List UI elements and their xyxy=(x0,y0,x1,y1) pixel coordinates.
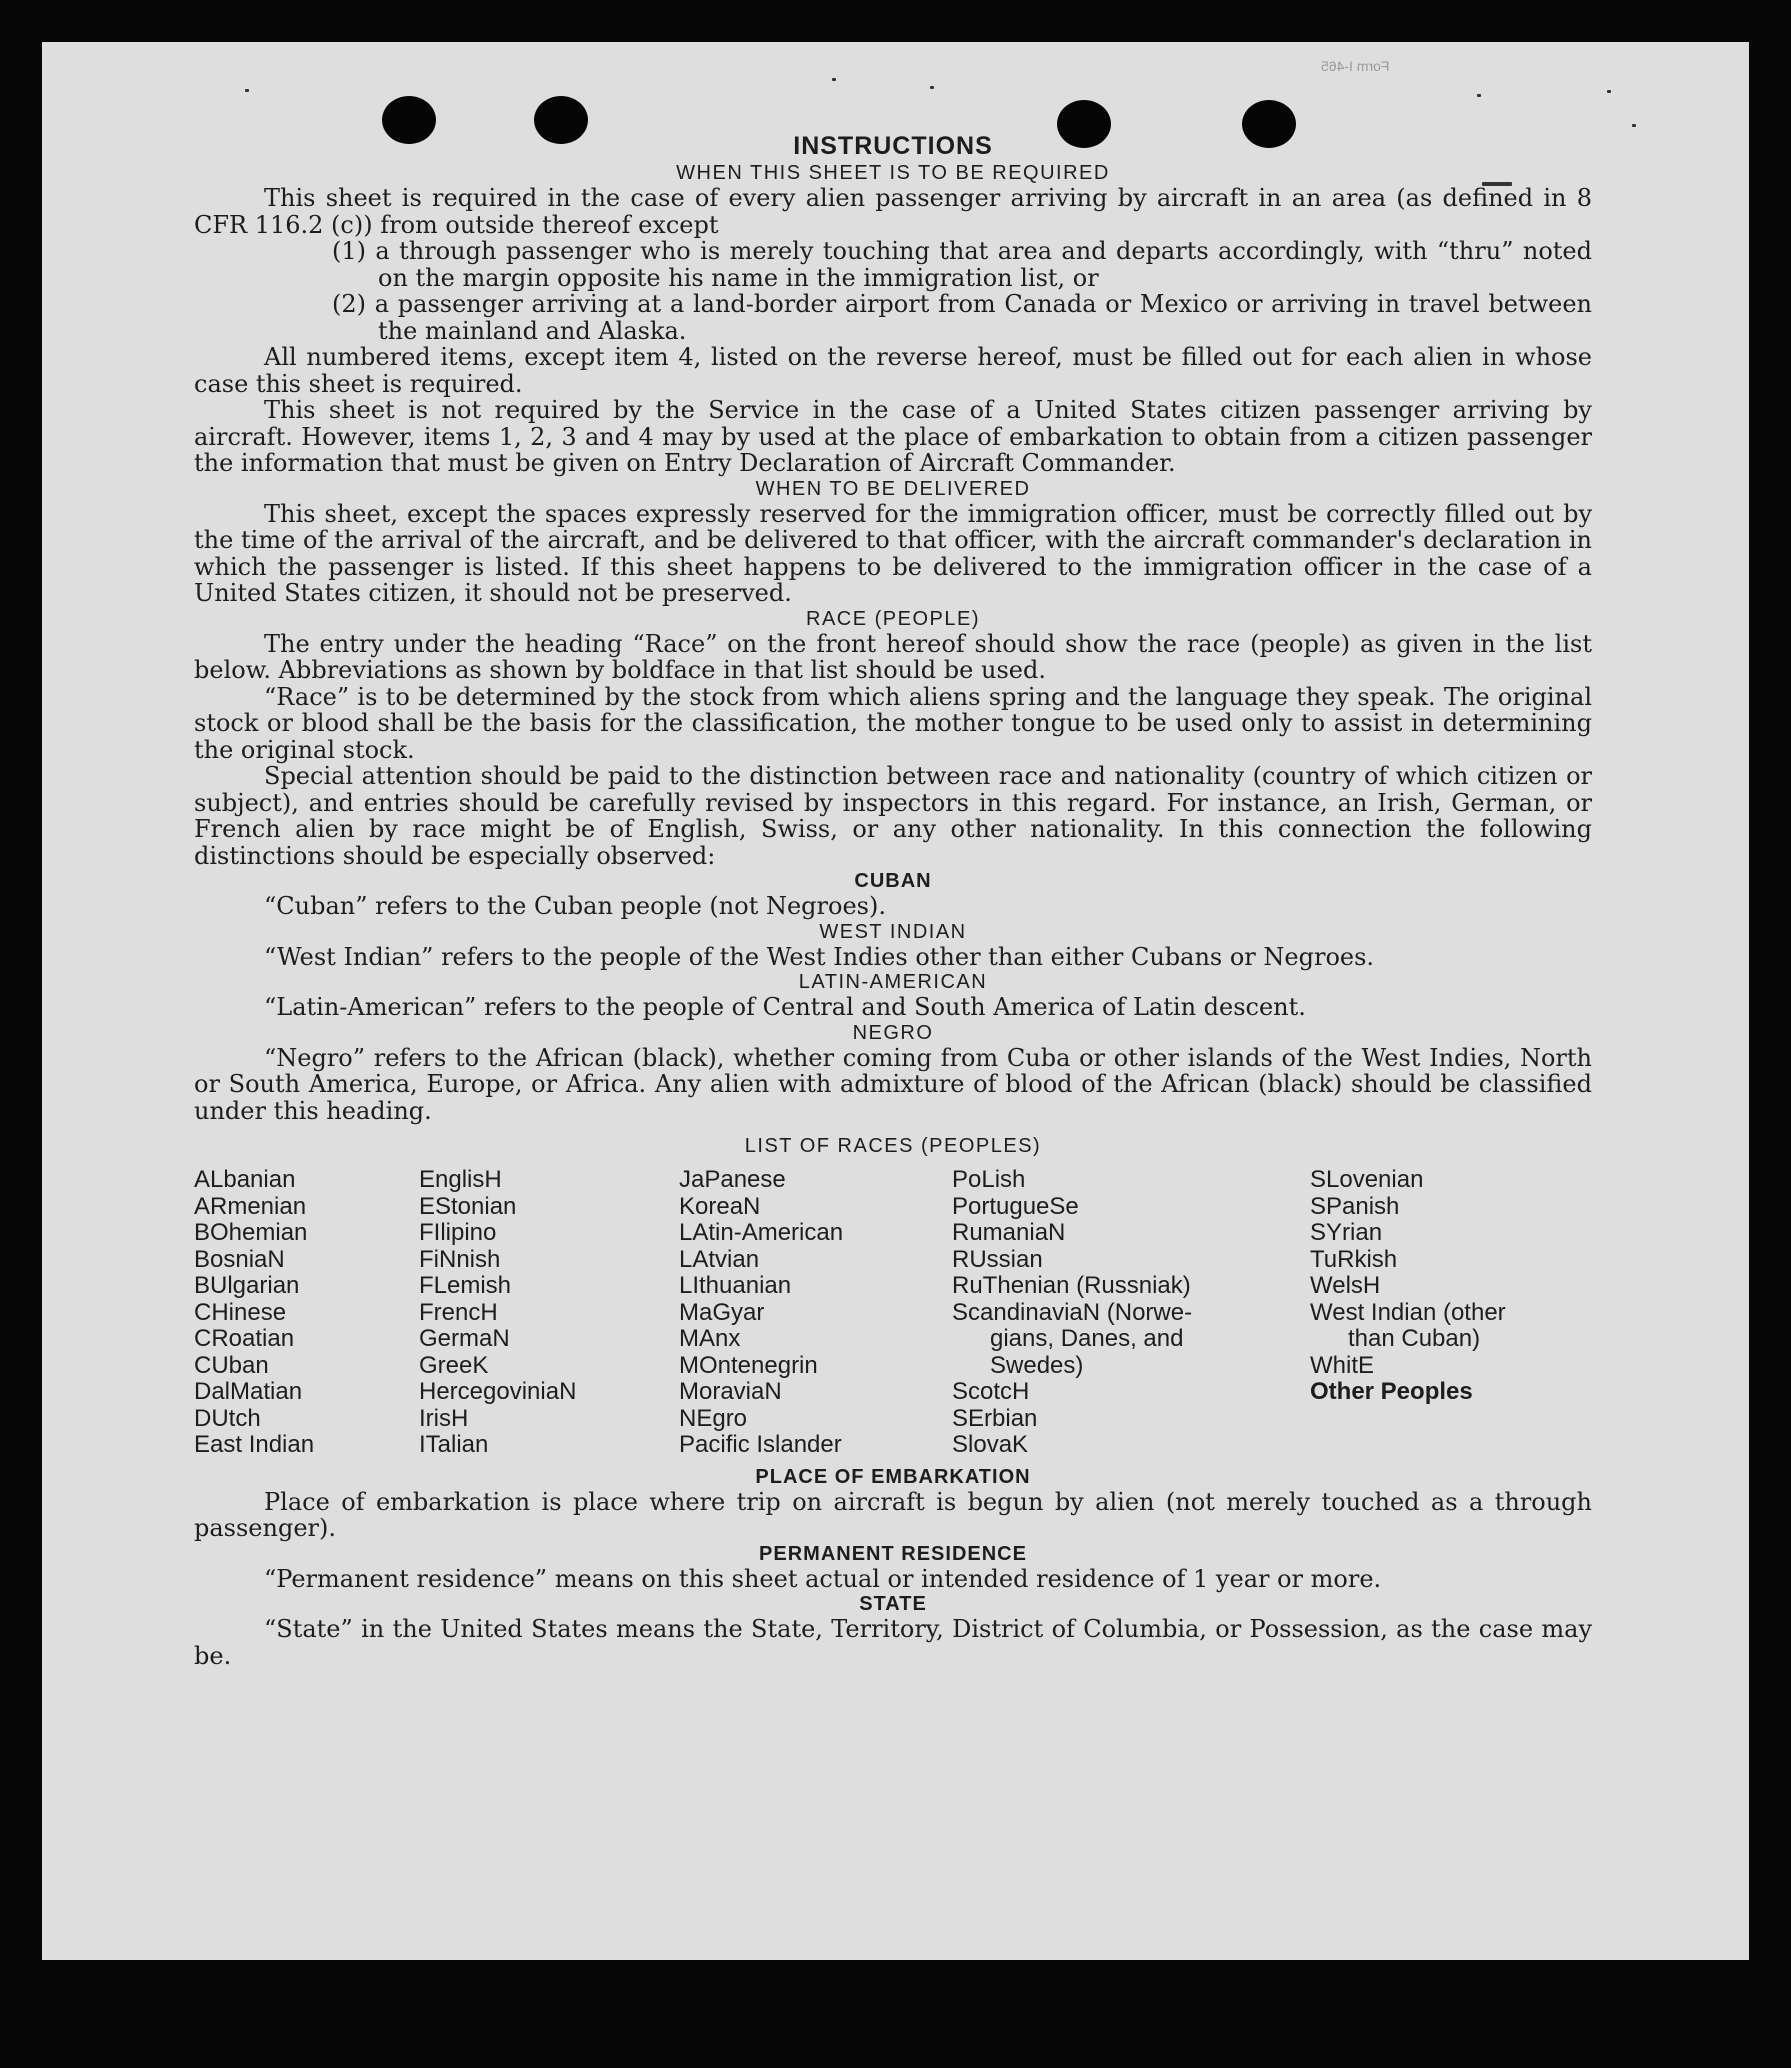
race-entry: LAtvian xyxy=(679,1245,760,1273)
race-entry: WelsH xyxy=(1310,1272,1381,1299)
race-entry: MAnx xyxy=(679,1325,741,1352)
race-entry: MOntenegrin xyxy=(679,1351,818,1379)
race-entry: TuRkish xyxy=(1310,1245,1398,1273)
paragraph: “Cuban” refers to the Cuban people (not Negroes). xyxy=(264,892,886,920)
race-entry: NEgro xyxy=(679,1404,748,1432)
section-heading-state: STATE xyxy=(859,1593,927,1615)
race-entry: East Indian xyxy=(194,1431,315,1458)
paragraph: The entry under the heading “Race” on the front hereof should show the race (people) as given in the list below. Abbreviations as shown by boldface in that list should be used. xyxy=(194,629,1592,684)
race-entry: HercegoviniaN xyxy=(419,1378,577,1405)
race-entry: RuThenian (Russniak) xyxy=(952,1272,1191,1299)
race-entry: GermaN xyxy=(419,1325,510,1352)
race-entry: SErbian xyxy=(952,1404,1038,1432)
race-entry: BosniaN xyxy=(194,1245,285,1273)
race-entry: ARmenian xyxy=(194,1192,307,1220)
section-heading-latin-american: LATIN-AMERICAN xyxy=(798,971,988,993)
race-entry: GreeK xyxy=(419,1351,489,1379)
race-entry: EStonian xyxy=(419,1192,517,1220)
race-entry: West Indian (other xyxy=(1310,1298,1506,1326)
race-entry: RUssian xyxy=(952,1245,1043,1273)
race-entry: Swedes) xyxy=(990,1351,1084,1379)
paragraph: “Latin-American” refers to the people of Central and South America of Latin descent. xyxy=(264,993,1306,1021)
section-heading-delivered: WHEN TO BE DELIVERED xyxy=(755,477,1031,500)
section-heading-embarkation: PLACE OF EMBARKATION xyxy=(755,1465,1031,1488)
race-entry: SlovaK xyxy=(952,1431,1029,1458)
race-list-column xyxy=(419,1167,679,1459)
instruction-sheet xyxy=(42,42,1749,1960)
race-entry: SPanish xyxy=(1310,1192,1400,1220)
paragraph: Special attention should be paid to the distinction between race and nationality (country of which citizen or subject), and entries should be carefully revised by inspectors in this regard. For instance, an Irish, German, or French alien by race might be of English, Swiss, or any other nationality. In this connection the following distinctions should be especially observed: xyxy=(194,762,1592,870)
speck xyxy=(1607,90,1611,93)
race-entry: MaGyar xyxy=(679,1298,765,1326)
speck xyxy=(1477,94,1481,97)
race-entry: FrencH xyxy=(419,1298,498,1326)
race-entry: CUban xyxy=(194,1351,269,1379)
race-entry: JaPanese xyxy=(679,1166,786,1193)
race-entry: IrisH xyxy=(419,1404,469,1432)
section-heading-race: RACE (PEOPLE) xyxy=(806,607,980,630)
race-entry: RumaniaN xyxy=(952,1219,1066,1246)
race-entry: ITalian xyxy=(419,1431,489,1458)
race-entry: than Cuban) xyxy=(1348,1325,1481,1352)
speck xyxy=(832,78,836,81)
race-entry: DUtch xyxy=(194,1404,261,1432)
race-entry: FIlipino xyxy=(419,1219,497,1246)
speck xyxy=(930,86,934,89)
race-list-column xyxy=(1310,1167,1592,1459)
race-entry: CRoatian xyxy=(194,1325,295,1352)
race-entry: PoLish xyxy=(952,1166,1026,1193)
paragraph: Place of embarkation is place where trip on aircraft is begun by alien (not merely touched as a through passenger). xyxy=(194,1487,1592,1542)
form-number: Form I-465 xyxy=(1320,58,1389,74)
race-entry: gians, Danes, and xyxy=(990,1325,1184,1352)
exception-item-1: (1) a through passenger who is merely touching that area and departs accordingly, with “thru” noted on the margin opposite his name in the immigration list, or xyxy=(332,237,1592,292)
race-entry: ScandinaviaN (Norwe- xyxy=(952,1298,1193,1326)
race-entry: FiNnish xyxy=(419,1245,501,1273)
paragraph: “Race” is to be determined by the stock from which aliens spring and the language they speak. The original stock or blood shall be the basis for the classification, the mother tongue to be used only to assist in determining the original stock. xyxy=(194,682,1592,764)
race-list-column xyxy=(194,1167,419,1459)
race-entry: Pacific Islander xyxy=(679,1431,842,1458)
race-entry: MoraviaN xyxy=(679,1378,782,1405)
race-entry: CHinese xyxy=(194,1298,287,1326)
paragraph: “State” in the United States means the State, Territory, District of Columbia, or Possession, as the case may be. xyxy=(194,1615,1592,1670)
page-title: INSTRUCTIONS xyxy=(793,132,993,160)
section-heading-west-indian: WEST INDIAN xyxy=(819,920,967,943)
section-heading-list: LIST OF RACES (PEOPLES) xyxy=(744,1135,1042,1157)
paragraph: All numbered items, except item 4, listed on the reverse hereof, must be filled out for each alien in whose case this sheet is required. xyxy=(194,343,1592,398)
race-entry: Other Peoples xyxy=(1310,1378,1473,1405)
race-entry: PortugueSe xyxy=(952,1192,1079,1220)
section-heading-required: WHEN THIS SHEET IS TO BE REQUIRED xyxy=(676,162,1110,184)
exception-item-2: (2) a passenger arriving at a land-border airport from Canada or Mexico or arriving in travel between the mainland and Alaska. xyxy=(332,290,1592,345)
paragraph: This sheet, except the spaces expressly reserved for the immigration officer, must be correctly filled out by the time of the arrival of the aircraft, and be delivered to that officer, with the aircraft commander's declaration in which the passenger is listed. If this sheet happens to be delivered to the immigration officer in the case of a United States citizen, it should not be preserved. xyxy=(194,499,1592,607)
paragraph: This sheet is not required by the Service in the case of a United States citizen passenger arriving by aircraft. However, items 1, 2, 3 and 4 may by used at the place of embarkation to obtain from a citizen passenger the information that must be given on Entry Declaration of Aircraft Commander. xyxy=(194,396,1592,477)
race-list-column xyxy=(679,1167,952,1459)
race-list xyxy=(194,1167,1592,1459)
speck xyxy=(245,89,249,92)
paragraph: “West Indian” refers to the people of the West Indies other than either Cubans or Negroes. xyxy=(264,942,1375,971)
race-entry: ScotcH xyxy=(952,1378,1030,1405)
section-heading-negro: NEGRO xyxy=(852,1021,934,1044)
section-heading-residence: PERMANENT RESIDENCE xyxy=(759,1542,1027,1565)
speck xyxy=(1632,124,1636,127)
race-entry: LAtin-American xyxy=(679,1219,844,1246)
paragraph: This sheet is required in the case of every alien passenger arriving by aircraft in an area (as defined in 8 CFR 116.2 (c)) from outside thereof except xyxy=(194,184,1592,239)
race-entry: SYrian xyxy=(1310,1219,1383,1246)
race-entry: BUlgarian xyxy=(194,1272,300,1299)
race-entry: EnglisH xyxy=(419,1166,502,1193)
section-heading-cuban: CUBAN xyxy=(854,870,932,892)
race-entry: FLemish xyxy=(419,1272,512,1299)
race-entry: ALbanian xyxy=(194,1166,296,1193)
instructions-body xyxy=(194,132,1592,1669)
race-entry: BOhemian xyxy=(194,1219,308,1246)
race-entry: SLovenian xyxy=(1310,1166,1424,1193)
race-list-column xyxy=(952,1167,1310,1459)
race-entry: DalMatian xyxy=(194,1378,303,1405)
race-entry: WhitE xyxy=(1310,1351,1375,1379)
paragraph: “Permanent residence” means on this sheet actual or intended residence of 1 year or more. xyxy=(264,1564,1382,1593)
paragraph: “Negro” refers to the African (black), whether coming from Cuba or other islands of the West Indies, North or South America, Europe, or Africa. Any alien with admixture of blood of the African (black) should be classified under this heading. xyxy=(194,1043,1592,1125)
race-entry: KoreaN xyxy=(679,1192,761,1220)
race-entry: LIthuanian xyxy=(679,1272,792,1299)
